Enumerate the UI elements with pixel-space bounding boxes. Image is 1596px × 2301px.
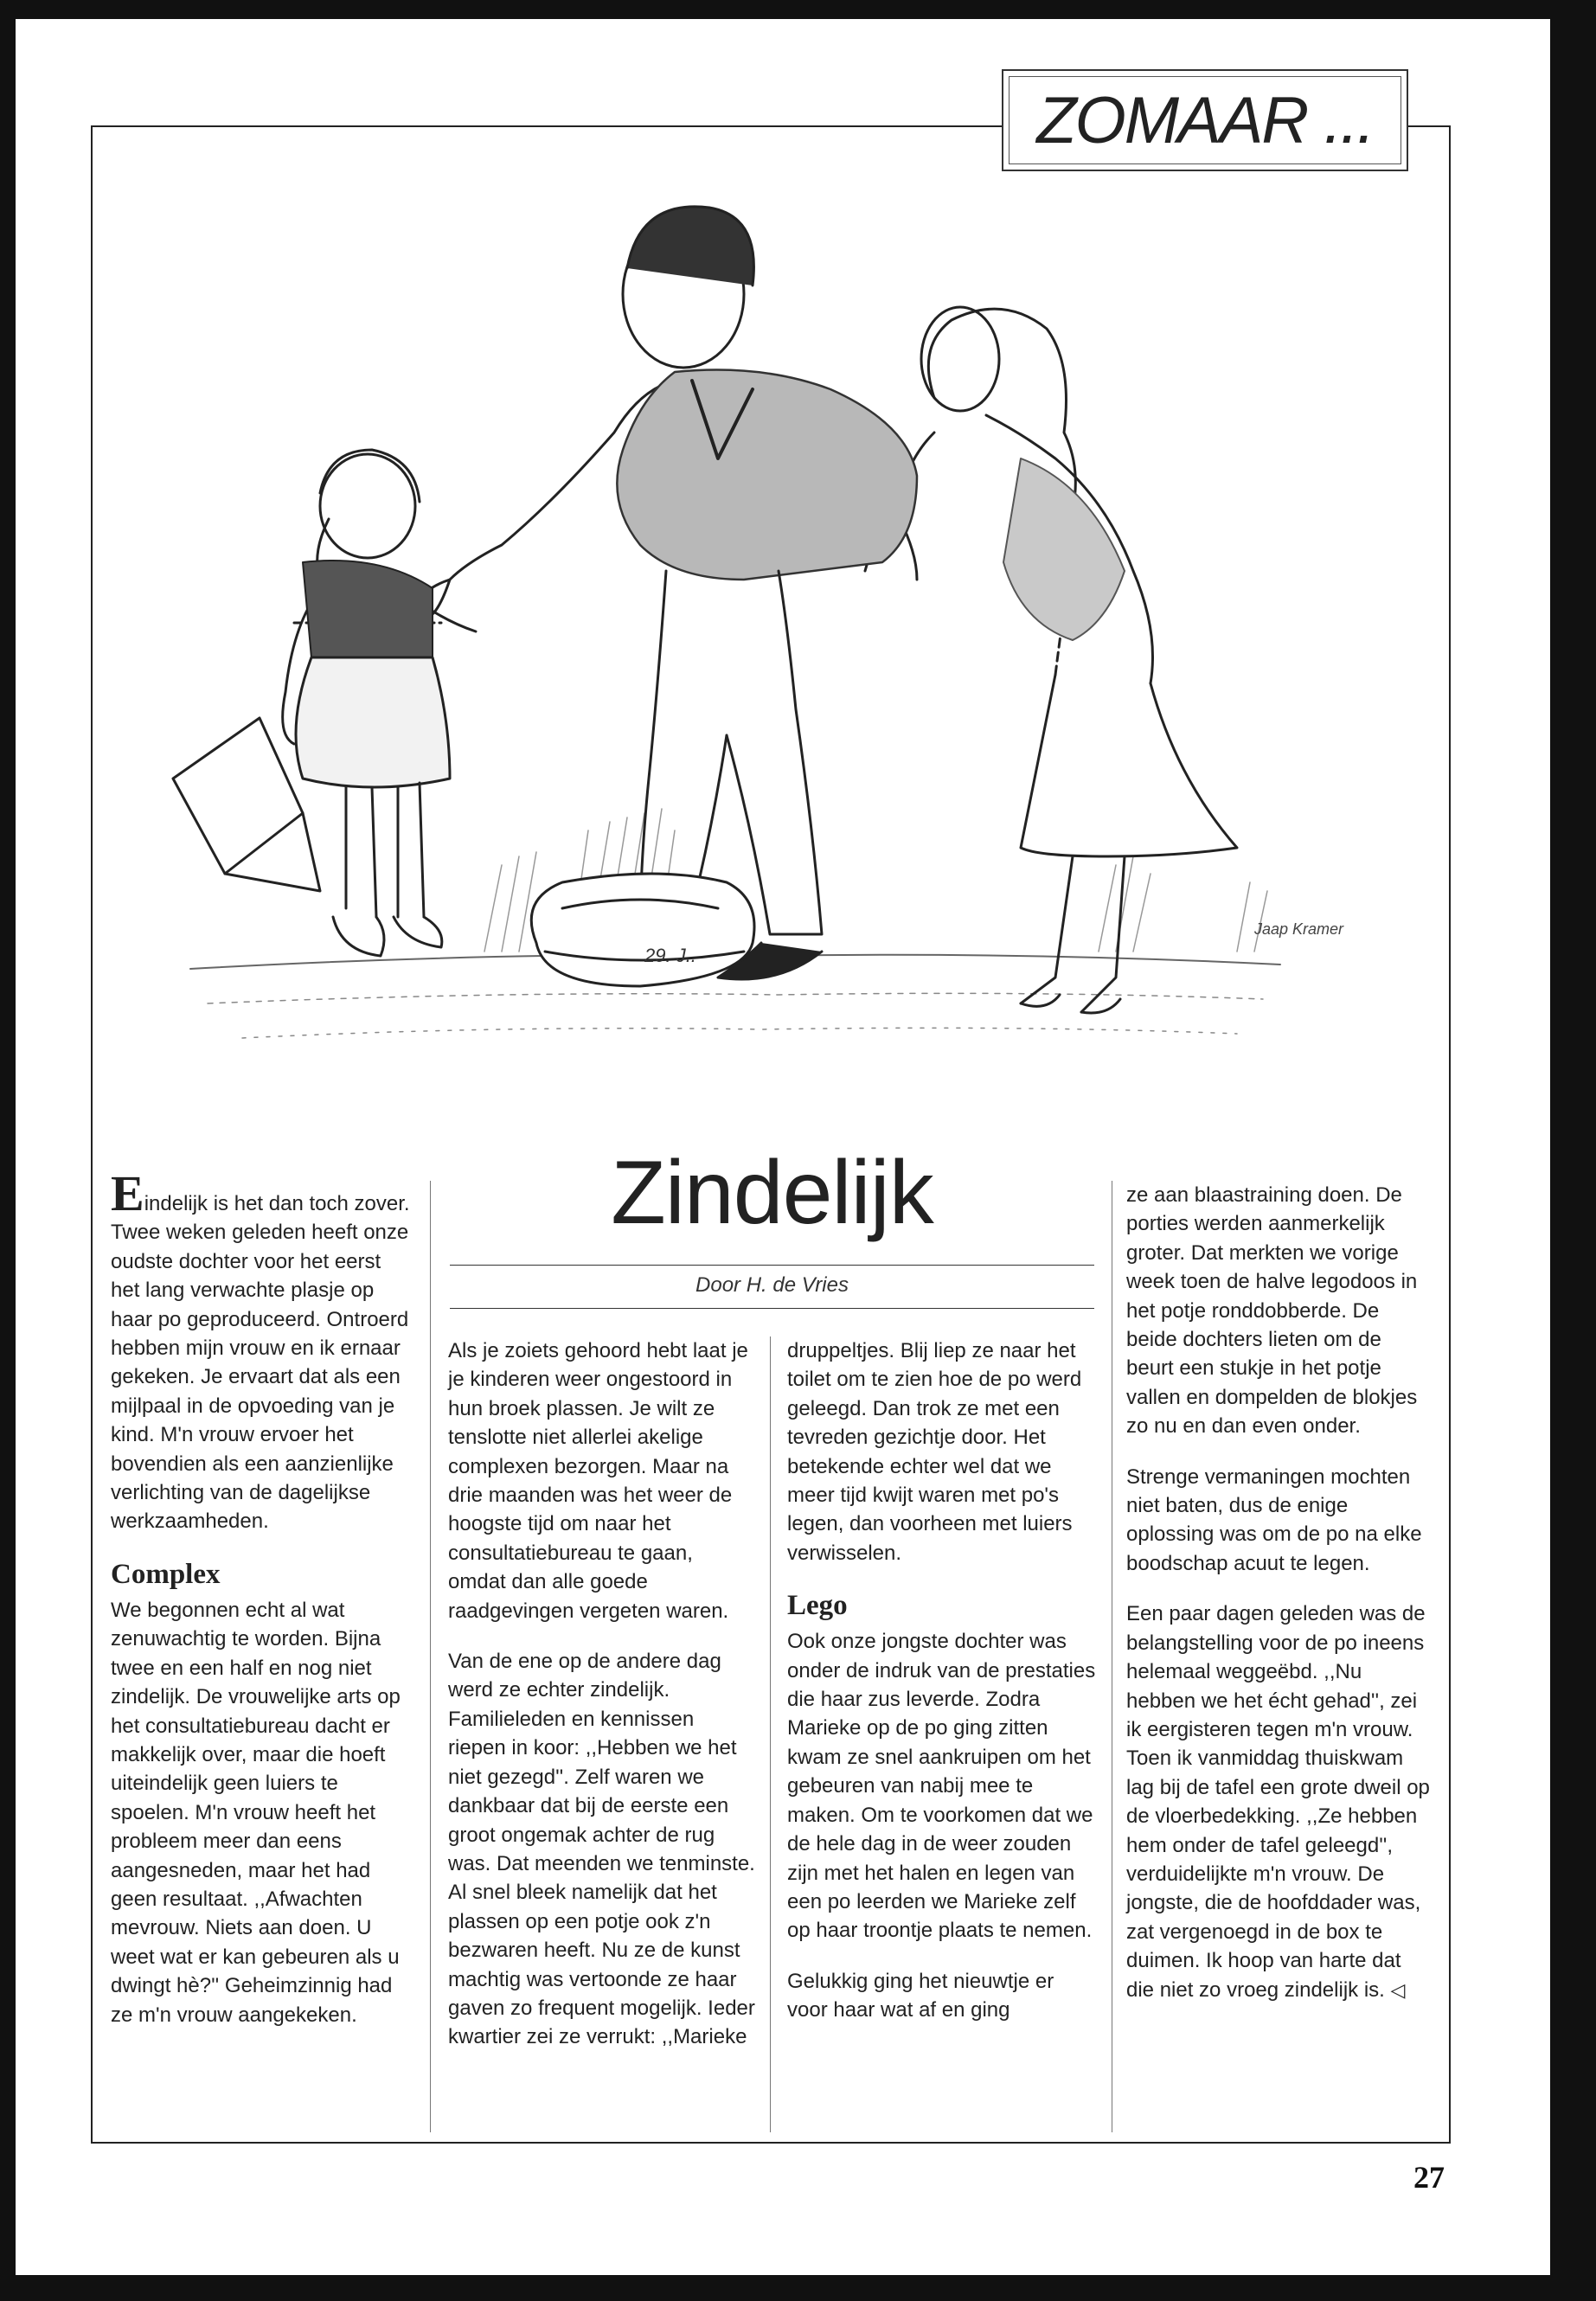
subheading-complex: Complex	[111, 1558, 221, 1590]
article-title: Zindelijk	[611, 1143, 933, 1243]
section-label: ZOMAAR ...	[1009, 76, 1401, 164]
page-number: 27	[1413, 2160, 1445, 2195]
scan-edge-top	[0, 0, 1596, 19]
column-divider-2	[770, 1336, 771, 2132]
paragraph: Gelukkig ging het nieuwtje er voor haar wat af en ging	[787, 1969, 1054, 2022]
girl-figure	[283, 450, 476, 956]
paragraph: Strenge vermaningen mochten niet baten, dus de enige oplossing was om de po na elke boodschap acuut te legen.	[1126, 1465, 1422, 1575]
title-rule	[450, 1265, 1094, 1266]
family-illustration	[156, 173, 1349, 1116]
paragraph: ze aan blaastraining doen. De porties werden aanmerkelijk groter. Dat merkten we vorige week toen de halve legodoos in het potje ronddobberde. De beide dochters lieten om de beurt een stukje in het potje vallen en dompelden de blokjes zo nu en dan even onder.	[1126, 1183, 1418, 1439]
artist-signature: Jaap Kramer	[1254, 920, 1344, 938]
closing-text: Een paar dagen geleden was de belangstelling voor de po ineens helemaal weggeëbd. ,,Nu hebben we het écht gehad'', zei ik eergisteren tegen m'n vrouw. Toen ik vanmiddag thuiskwam lag bij de tafel een grote dweil op de vloerbedekking. ,,Ze hebben hem onder de tafel geleegd'', verduidelijkte m'n vrouw. De jongste, die de hoofddader was, zat vergenoegd in de box te duimen. Ik hoop van harte dat die niet zo vroeg zindelijk is.	[1126, 1602, 1430, 2002]
paragraph: druppeltjes. Blij liep ze naar het toilet om te zien hoe de po werd geleegd. Dan trok ze met een tevreden gezichtje door. Het betekende echter wel dat we meer tijd kwijt waren met po's legen, dan voorheen met luiers verwisselen.	[787, 1339, 1082, 1565]
paragraph: Als je zoiets gehoord hebt laat je je kinderen weer ongestoord in hun broek plassen. Je wilt ze tenslotte niet allerlei akelige complexen bezorgen. Maar na drie maanden was het weer de hoogste tijd om naar het consultatiebureau te gaan, omdat dan alle goede raadgevingen vergeten waren.	[448, 1339, 748, 1623]
potty-label: 29. J..	[644, 945, 696, 966]
paragraph: We begonnen echt al wat zenuwachtig te worden. Bijna twee en een half en nog niet zindelijk. De vrouwelijke arts op het consultatiebureau dacht er makkelijk over, maar die hoeft uiteindelijk geen luiers te spoelen. M'n vrouw heeft het probleem meer dan eens aangesneden, maar het had geen resultaat. ,,Afwachten mevrouw. Niets aan doen. U weet wat er kan gebeuren als u dwingt hè?'' Geheimzinnig had ze m'n vrouw aangekeken.	[111, 1598, 401, 2027]
intro-paragraph	[111, 1165, 415, 1536]
article-byline: Door H. de Vries	[695, 1273, 849, 1297]
column-4	[1126, 1181, 1433, 2026]
column-divider-1	[430, 1181, 431, 2132]
scan-edge-right	[1550, 0, 1596, 2301]
byline-rule	[450, 1308, 1094, 1309]
scan-edge-left	[0, 0, 16, 2301]
intro-text: indelijk is het dan toch zover. Twee weken geleden heeft onze oudste dochter voor het eerst het lang verwachte plasje op haar po geproduceerd. Ontroerd hebben mijn vrouw en ik ernaar gekeken. Je ervaart dat als een mijlpaal in de opvoeding van je kind. M'n vrouw ervoer het bovendien als een aanzienlijke verlichting van de dagelijkse werkzaamheden.	[111, 1192, 410, 1534]
column-2	[448, 1336, 755, 2073]
dropcap: E	[111, 1165, 144, 1221]
column-3	[787, 1336, 1097, 2047]
paragraph	[1126, 1599, 1433, 2004]
scan-edge-bottom	[0, 2275, 1596, 2301]
potty	[531, 874, 754, 986]
woman-figure	[865, 307, 1237, 1013]
section-badge	[1002, 69, 1408, 171]
column-1	[111, 1165, 415, 2051]
paragraph: Ook onze jongste dochter was onder de indruk van de prestaties die haar zus leverde. Zodra Marieke op de po ging zitten kwam ze snel aankruipen om het gebeuren van nabij mee te maken. Om te voorkomen dat we de hele dag in de weer zouden zijn met het halen en legen van een po leerden we Marieke zelf op haar troontje plaats te nemen.	[787, 1630, 1096, 1943]
end-mark-icon: ◁	[1390, 1978, 1406, 2001]
subheading-lego: Lego	[787, 1590, 848, 1622]
paragraph: Van de ene op de andere dag werd ze echter zindelijk. Familieleden en kennissen riepen in koor: ,,Hebben we het niet gezegd''. Zelf waren we dankbaar dat bij de eerste een groot ongemak achter de rug was. Dat meenden we tenminste. Al snel bleek namelijk dat het plassen op een potje ook z'n bezwaren heeft. Nu ze de kunst machtig was vertoonde ze haar gaven zo frequent mogelijk. Ieder kwartier zei ze verrukt: ,,Marieke	[448, 1650, 755, 2049]
